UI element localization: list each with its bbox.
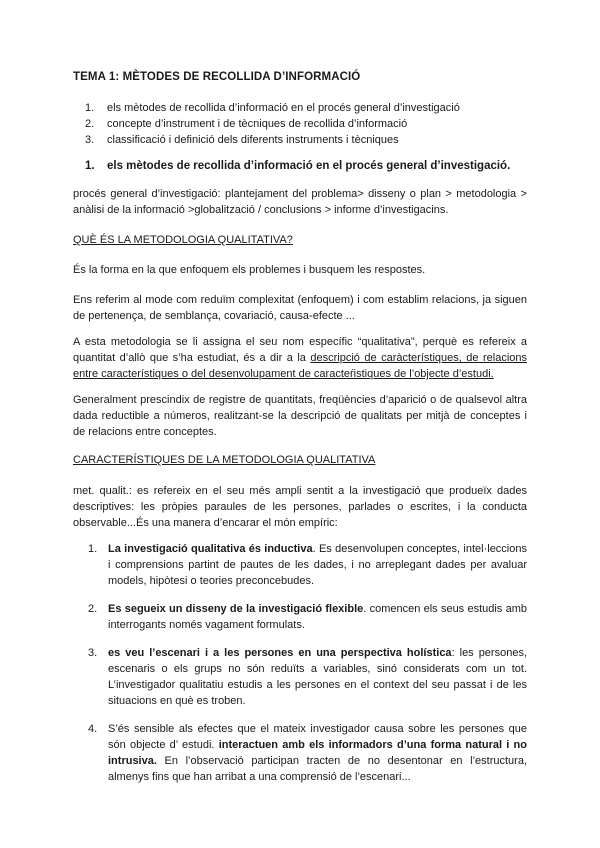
- list-item-text: S’és sensible als efectes que el mateix investigador causa sobre les persones que són objecte d’ estudi.: [108, 723, 527, 751]
- table-of-contents: [85, 100, 460, 148]
- list-item-number: 1.: [88, 543, 98, 555]
- characteristics-list: [88, 541, 527, 785]
- list-item-bold: es veu l’escenari i a les persones en una perspectiva holística: [108, 647, 452, 659]
- paragraph-generalment: Generalment prescindix de registre de quantitats, freqüències d’aparició o de qualsevol altra dada reductible a números, realitzant-se la descripció de qualitats per mitjà de conceptes i de relacions entre conceptes.: [73, 394, 527, 438]
- paragraph-proces: procés general d’investigació: plantejament del problema> disseny o plan > metodologia > anàlisi de la informació >globalització / conclusions > informe d’investigacins.: [73, 188, 527, 216]
- subsection-heading-caracteristiques: CARACTERÍSTIQUES DE LA METODOLOGIA QUALITATIVA: [73, 454, 376, 466]
- toc-item: [85, 132, 460, 148]
- toc-item-number: 3.: [85, 134, 95, 146]
- list-item-number: 3.: [88, 647, 98, 659]
- list-item-text: . Es desenvolupen conceptes, intel·leccions i comprensions partint de pautes de les dades, i no arreplegant dades per avaluar models, hipòtesi o teories preconcebudes.: [108, 543, 527, 587]
- list-item: [88, 645, 527, 709]
- paragraph-text: A esta metodologia se li assigna el seu nom específic “qualitativa”, perquè es refereix a quantitat d’allò que s’ha estudiat, és a dir a la: [73, 336, 527, 364]
- toc-item-number: 1.: [85, 102, 95, 114]
- list-item-number: 4.: [88, 723, 98, 735]
- toc-item-text: concepte d’instrument i de tècniques de recollida d’informació: [107, 118, 408, 130]
- list-item-text: . comencen els seus estudis amb interrogants només vagament formulats.: [108, 603, 527, 631]
- toc-item: [85, 100, 460, 116]
- section-number: 1.: [85, 160, 95, 172]
- paragraph-metodologia-nom: [73, 334, 527, 382]
- list-item-text: : les persones, escenaris o els grups no són reduïts a variables, sinó considerats com un tot. L’investigador qualitatiu estudis a les persones en el context del seu passat i de les situacions en què es troben.: [108, 647, 528, 707]
- toc-item-text: els mètodes de recollida d’informació en el procés general d’investigació: [107, 102, 460, 114]
- section-heading-text: els mètodes de recollida d’informació en el procés general d’investigació.: [107, 160, 511, 172]
- underlined-definition: descripció de caràcterístiques, de relacions entre característiques o del desenvolupament de caracteŕistiques de l’objecte d’estudi.: [73, 352, 527, 380]
- list-item-number: 2.: [88, 603, 98, 615]
- list-item-bold: Es segueix un disseny de la investigació flexible: [108, 603, 364, 615]
- paragraph-met-qualit: met. qualit.: es refereix en el seu més ampli sentit a la investigació que produeïx dades descriptives: les pròpies paraules de les persones, parlades o escrites, i la conducta observable...És una manera d’encarar el món empíric:: [73, 485, 527, 529]
- list-item: [88, 601, 527, 633]
- list-item: [88, 721, 527, 785]
- section-heading: [85, 160, 510, 172]
- toc-item: [85, 116, 460, 132]
- page-title: TEMA 1: MÈTODES DE RECOLLIDA D’INFORMACIÓ: [73, 71, 361, 83]
- list-item-text: En l’observació participan tracten de no desentonar en l’estructura, almenys fins que han arribat a una comprensió de l’escenari...: [108, 755, 527, 783]
- paragraph-forma: És la forma en la que enfoquem els problemes i busquem les respostes.: [73, 264, 426, 276]
- list-item: [88, 541, 527, 589]
- paragraph-ens-referim: Ens referim al mode com reduïm complexitat (enfoquem) i com establim relacions, ja siguen de pertenença, de semblança, covariació, causa-efecte ...: [73, 294, 527, 322]
- toc-item-number: 2.: [85, 118, 95, 130]
- list-item-bold: La investigació qualitativa és inductiva: [108, 543, 313, 555]
- toc-item-text: classificació i definició dels diferents instruments i tècniques: [107, 134, 399, 146]
- subsection-heading-que-es: QUÈ ÉS LA METODOLOGIA QUALITATIVA?: [73, 234, 293, 246]
- list-item-bold: interactuen amb els informadors d’una forma natural i no intrusiva.: [108, 739, 527, 767]
